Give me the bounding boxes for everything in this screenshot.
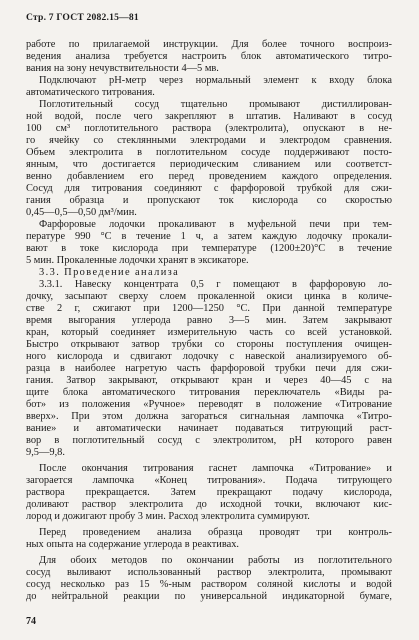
text-line: разца в наиболее нагретую часть фарфоровой трубки печи для сжи- xyxy=(26,363,392,374)
text-line: гания образца и пропускают ток кислорода со скоростью xyxy=(26,195,392,206)
text-line: 0,45—0,5—0,50 дм³/мин. xyxy=(26,207,137,218)
text-line: го ячейку со стеклянными электродами и электродом сравнения. xyxy=(26,135,392,146)
text-line: Фарфоровые лодочки прокаливают в муфельной печи при тем- xyxy=(39,219,392,230)
page-header: Стр. 7 ГОСТ 2082.15—81 xyxy=(26,12,139,23)
text-line: Перед проведением анализа образца проводят три контроль- xyxy=(39,527,392,538)
text-line: 9,5—9,8. xyxy=(26,447,65,458)
text-line: ного кислорода и сдвигают лодочку с навеской анализируемого об- xyxy=(26,351,392,362)
text-line: вания на зону нечувствительности 4—5 мв. xyxy=(26,63,219,74)
text-line: Подключают рН-метр через нормальный элемент к входу блока xyxy=(39,75,392,86)
text-line: вают в токе кислорода при температуре (1200±20)°С в течение xyxy=(26,243,392,254)
text-line: После окончания титрования гаснет лампочка «Титрование» и xyxy=(39,463,392,474)
text-line: 3.3. Проведение анализа xyxy=(39,267,180,278)
page-number: 74 xyxy=(26,616,36,627)
text-line: кран, который соединяет измерительную часть со всей установкой. xyxy=(26,327,392,338)
text-line: гания. Затвор закрывают, открывают кран и через 40—45 с на xyxy=(26,375,392,386)
text-line: лород и дожигают пробу 3 мин. Расход электролита суммируют. xyxy=(26,511,310,522)
text-line: раствора прекращается. Затем прекращают подачу кислорода, xyxy=(26,487,392,498)
text-line: щите блока автоматического титрования переключатель «Виды ра- xyxy=(26,387,392,398)
text-line: работе по прилагаемой инструкции. Для более точного воспроиз- xyxy=(26,39,392,50)
text-line: Объем электролита в поглотительном сосуде поддерживают посто- xyxy=(26,147,392,158)
text-line: венно добавлением его перед проведением каждого определения. xyxy=(26,171,392,182)
text-line: пературе 990 °С в течение 1 ч, а затем каждую лодочку прокали- xyxy=(26,231,392,242)
text-line: вание» и автоматически начинает подаваться титрующий раст- xyxy=(26,423,392,434)
text-line: ной водой, после чего закрепляют в штатив. Наливают в сосуд xyxy=(26,111,392,122)
text-line: загорается лампочка «Конец титрования». Подача титрующего xyxy=(26,475,392,486)
text-line: стве 2 г, сжигают при 1200—1250 °С. При данной температуре xyxy=(26,303,392,314)
text-line: янным, что достигается периодическим сливанием или соответст- xyxy=(26,159,392,170)
text-line: Сосуд для титрования соединяют с фарфоровой трубкой для сжи- xyxy=(26,183,392,194)
text-line: дочку, засыпают сверху слоем прокаленной окиси цинка в количе- xyxy=(26,291,392,302)
text-line: ведения анализа требуется настроить блок автоматического титро- xyxy=(26,51,392,62)
text-line: вверх». При этом должна загораться сигнальная лампочка «Титро- xyxy=(26,411,392,422)
text-line: бот» из положения «Ручное» переводят в положение «Титрование xyxy=(26,399,392,410)
text-line: автоматического титрования. xyxy=(26,87,155,98)
text-line: Быстро открывают затвор трубки со стороны поступления очищен- xyxy=(26,339,392,350)
text-line: Для обоих методов по окончании работы из поглотительного xyxy=(39,555,392,566)
text-line: до нейтральной реакции по универсальной индикаторной бумаге, xyxy=(26,591,392,602)
text-line: доливают раствор электролита до исходной точки, включают кис- xyxy=(26,499,392,510)
text-line: Поглотительный сосуд тщательно промывают дистиллирован- xyxy=(39,99,392,110)
text-line: ных опыта на содержание углерода в реактивах. xyxy=(26,539,239,550)
text-line: время выгорания углерода равно 3—5 мин. Затем закрывают xyxy=(26,315,392,326)
text-line: 100 см³ поглотительного раствора (электролита), опускают в не- xyxy=(26,123,392,134)
text-line: вор в поглотительный сосуд с электролитом, рН которого равен xyxy=(26,435,392,446)
text-line: 5 мин. Прокаленные лодочки хранят в эксикаторе. xyxy=(26,255,249,266)
text-line: 3.3.1. Навеску концентрата 0,5 г помещают в фарфоровую ло- xyxy=(39,279,392,290)
text-line: сосуд выливают использованный раствор электролита, промывают xyxy=(26,567,392,578)
text-line: сосуд несколько раз 15 %-ным раствором соляной кислоты и водой xyxy=(26,579,392,590)
